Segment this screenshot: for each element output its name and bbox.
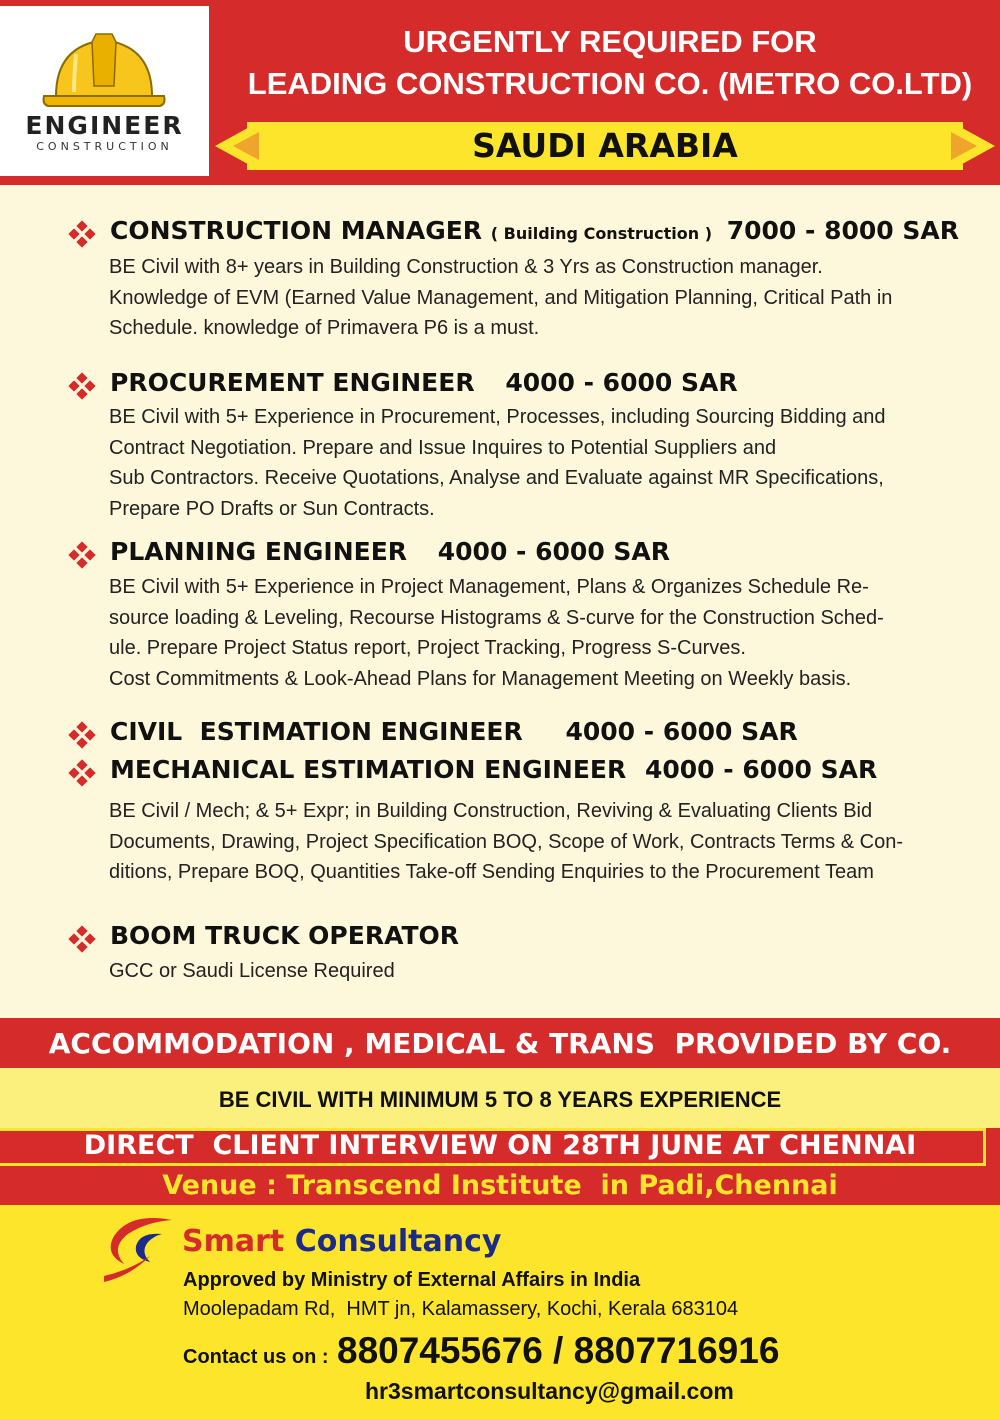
job-salary: 4000 - 6000 SAR xyxy=(437,537,671,566)
phone-numbers[interactable]: 8807455676 / 8807716916 xyxy=(337,1330,780,1371)
desc-line: source loading & Leveling, Recourse Histograms & S-curve for the Construction Sched- xyxy=(109,606,884,629)
approval-text: Approved by Ministry of External Affairs in India xyxy=(183,1269,641,1291)
job-title-line xyxy=(110,717,798,746)
desc-line: BE Civil / Mech; & 5+ Expr; in Building Construction, Reviving & Evaluating Clients Bid xyxy=(109,800,873,822)
interview-text: DIRECT CLIENT INTERVIEW ON 28TH JUNE AT CHENNAI xyxy=(83,1130,917,1161)
diamond-bullet-icon xyxy=(68,925,98,955)
desc-line: BE Civil with 5+ Experience in Procurement, Processes, including Sourcing Bidding and xyxy=(109,406,886,428)
country-label: SAUDI ARABIA xyxy=(472,126,738,165)
job-title: PROCUREMENT ENGINEER xyxy=(110,368,475,397)
desc-line: BE Civil with 5+ Experience in Project Management, Plans & Organizes Schedule Re- xyxy=(109,576,869,598)
diamond-bullet-icon xyxy=(68,721,98,751)
job-description xyxy=(109,402,989,524)
job-description xyxy=(109,796,989,888)
brand-word-1: Smart xyxy=(182,1224,285,1259)
job-salary: 4000 - 6000 SAR xyxy=(644,755,878,784)
job-salary: 4000 - 6000 SAR xyxy=(505,368,738,397)
desc-line: GCC or Saudi License Required xyxy=(109,960,395,982)
diamond-bullet-icon xyxy=(68,759,98,789)
contact-label: Contact us on : xyxy=(183,1346,329,1368)
brand-word-2: Consultancy xyxy=(294,1224,502,1259)
benefits-text: ACCOMMODATION , MEDICAL & TRANS PROVIDED BY CO. xyxy=(48,1027,952,1060)
diamond-bullet-icon xyxy=(68,372,98,402)
desc-line: ule. Prepare Project Status report, Project Tracking, Progress S-Curves. xyxy=(109,637,746,659)
company-logo xyxy=(0,6,209,176)
consultancy-name xyxy=(182,1224,501,1259)
job-salary: 7000 - 8000 SAR xyxy=(726,216,960,245)
logo-word: ENGINEER xyxy=(25,111,184,140)
requirement-banner xyxy=(0,1068,1000,1128)
desc-line: Prepare PO Drafts or Sun Contracts. xyxy=(109,497,435,520)
job-title-line xyxy=(110,216,959,245)
desc-line: Documents, Drawing, Project Specification BOQ, Scope of Work, Contracts Terms & Con- xyxy=(109,830,904,853)
desc-line: Cost Commitments & Look-Ahead Plans for Management Meeting on Weekly basis. xyxy=(109,667,852,690)
diamond-bullet-icon xyxy=(68,220,98,250)
job-title: CONSTRUCTION MANAGER xyxy=(110,216,483,245)
job-title: BOOM TRUCK OPERATOR xyxy=(110,921,460,950)
swoosh-logo-icon xyxy=(100,1212,180,1284)
logo-subword: CONSTRUCTION xyxy=(36,140,173,153)
email-link[interactable]: hr3smartconsultancy@gmail.com xyxy=(365,1378,734,1404)
job-description xyxy=(109,252,989,344)
requirement-text: BE CIVIL WITH MINIMUM 5 TO 8 YEARS EXPERIENCE xyxy=(218,1087,782,1112)
job-description xyxy=(109,572,989,694)
desc-line: BE Civil with 8+ years in Building Construction & 3 Yrs as Construction manager. xyxy=(109,256,823,278)
desc-line: ditions, Prepare BOQ, Quantities Take-off Sending Enquiries to the Procurement Team xyxy=(109,861,874,883)
headline-line-2: LEADING CONSTRUCTION CO. (METRO CO.LTD) xyxy=(247,66,973,101)
job-title-line xyxy=(110,368,738,397)
job-title: PLANNING ENGINEER xyxy=(110,537,408,566)
job-title: CIVIL ESTIMATION ENGINEER xyxy=(110,717,523,746)
desc-line: Schedule. knowledge of Primavera P6 is a must. xyxy=(109,317,540,339)
job-title-line xyxy=(110,755,877,784)
job-title-line xyxy=(110,537,670,566)
headline-line-1: URGENTLY REQUIRED FOR xyxy=(403,24,817,59)
hard-hat-icon xyxy=(0,6,209,111)
desc-line: Contract Negotiation. Prepare and Issue Inquires to Potential Suppliers and xyxy=(109,436,777,459)
job-title: MECHANICAL ESTIMATION ENGINEER xyxy=(110,755,627,784)
address-text: Moolepadam Rd, HMT jn, Kalamassery, Kochi, Kerala 683104 xyxy=(183,1298,739,1320)
benefits-banner xyxy=(0,1018,1000,1068)
job-description xyxy=(109,956,989,987)
job-subtitle: ( Building Construction ) xyxy=(490,224,713,243)
desc-line: Sub Contractors. Receive Quotations, Analyse and Evaluate against MR Specifications, xyxy=(109,467,884,489)
job-salary: 4000 - 6000 SAR xyxy=(565,717,798,746)
diamond-bullet-icon xyxy=(68,541,98,571)
desc-line: Knowledge of EVM (Earned Value Management, and Mitigation Planning, Critical Path in xyxy=(109,286,893,309)
contact-line xyxy=(183,1330,779,1372)
venue-text: Venue : Transcend Institute in Padi,Chennai xyxy=(162,1170,838,1201)
